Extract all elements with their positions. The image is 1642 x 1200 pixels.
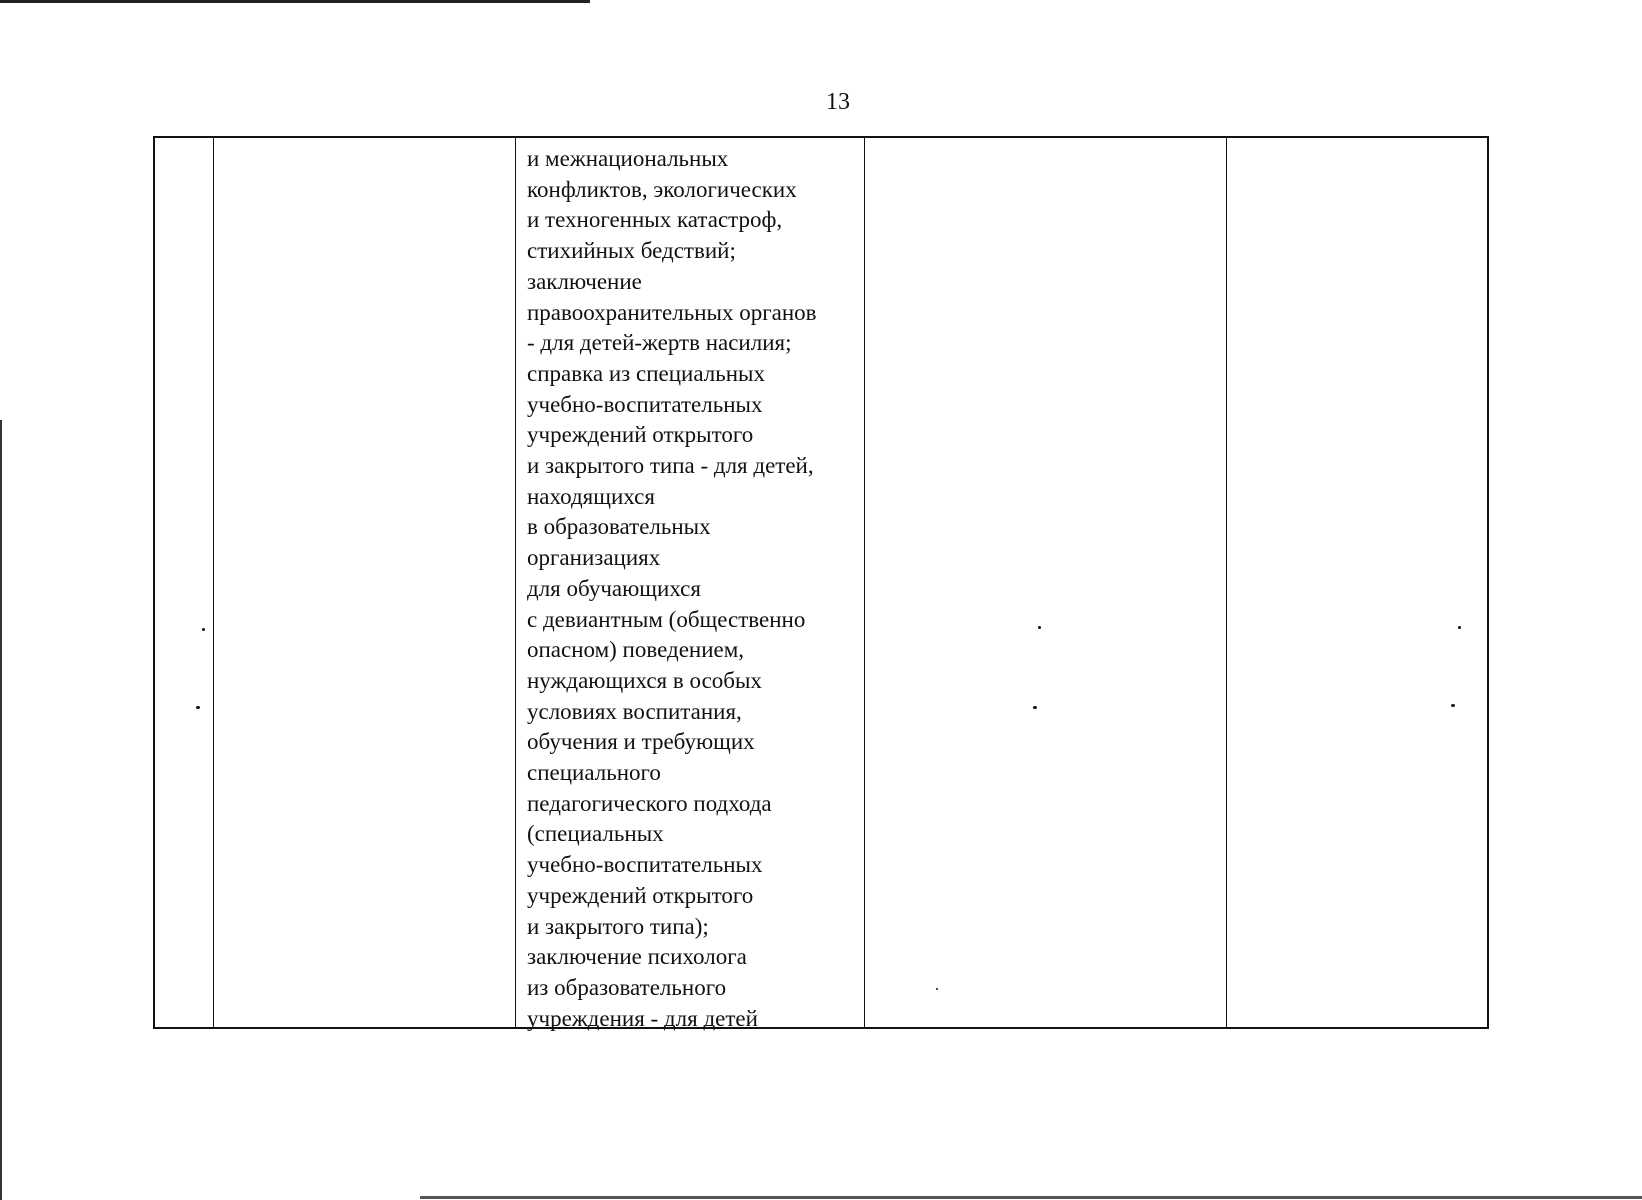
text-line: конфликтов, экологических (527, 176, 797, 202)
scan-speck (1033, 706, 1037, 709)
scan-speck (202, 628, 205, 631)
column-divider-1 (213, 138, 214, 1027)
text-line: учебно-воспитательных (527, 391, 763, 417)
document-table (153, 136, 1489, 1029)
text-line: из образовательного (527, 974, 727, 1000)
text-line: - для детей-жертв насилия; (527, 330, 792, 356)
scan-speck (936, 988, 938, 990)
text-line: учреждения - для детей (527, 1005, 758, 1031)
table-cell-text (527, 144, 857, 1034)
text-line: правоохранительных органов (527, 299, 817, 325)
scan-speck (1038, 626, 1041, 629)
scan-border-top (0, 0, 590, 3)
text-line: нуждающихся в особых (527, 667, 762, 693)
text-line: условиях воспитания, (527, 698, 742, 724)
column-divider-4 (1226, 138, 1227, 1027)
column-divider-3 (864, 138, 865, 1027)
text-line: в образовательных (527, 514, 711, 540)
text-line: (специальных (527, 821, 664, 847)
text-line: педагогического подхода (527, 790, 772, 816)
text-line: специального (527, 760, 661, 786)
text-line: с девиантным (общественно (527, 606, 806, 632)
text-line: и межнациональных (527, 146, 729, 171)
scan-border-left (0, 420, 2, 1200)
text-line: и закрытого типа - для детей, (527, 453, 814, 479)
text-line: и техногенных катастроф, (527, 207, 783, 233)
text-line: обучения и требующих (527, 729, 755, 755)
page-number: 13 (826, 89, 850, 115)
text-line: справка из специальных (527, 360, 765, 386)
text-line: находящихся (527, 483, 655, 509)
text-line: организациях (527, 545, 661, 571)
column-divider-2 (515, 138, 516, 1027)
scan-speck (1458, 626, 1461, 629)
scan-border-bottom (420, 1196, 1642, 1199)
text-line: и закрытого типа); (527, 913, 709, 939)
scan-speck (1451, 704, 1455, 707)
text-line: стихийных бедствий; (527, 238, 736, 264)
scan-speck (196, 706, 200, 709)
text-line: учреждений открытого (527, 882, 754, 908)
text-line: заключение (527, 268, 642, 294)
text-line: заключение психолога (527, 944, 747, 970)
text-line: учреждений открытого (527, 422, 754, 448)
text-line: опасном) поведением, (527, 637, 745, 663)
text-line: учебно-воспитательных (527, 852, 763, 878)
text-line: для обучающихся (527, 575, 701, 601)
